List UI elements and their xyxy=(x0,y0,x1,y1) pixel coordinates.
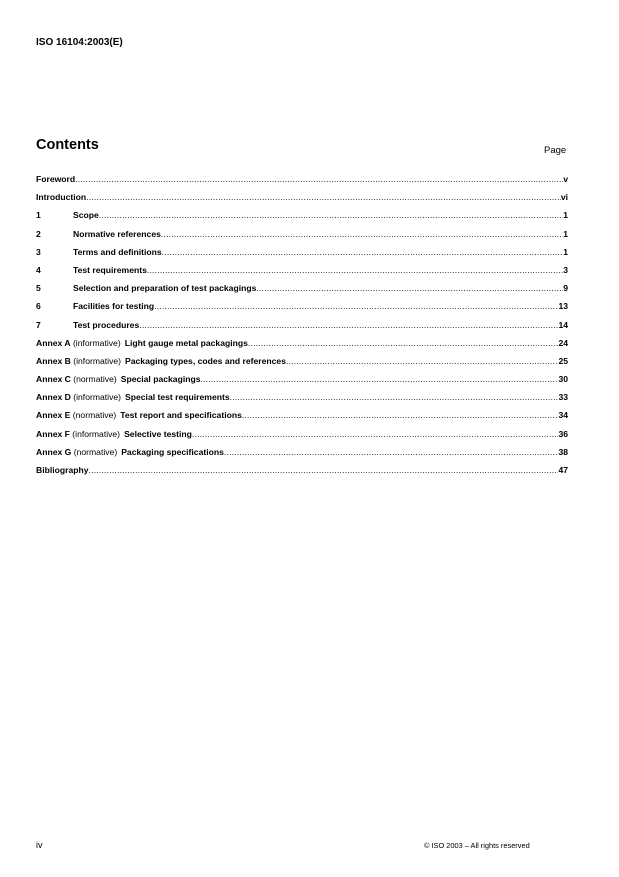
toc-annex-title: Test report and specifications xyxy=(120,410,242,421)
toc-entry-title: Test requirements xyxy=(73,264,147,275)
page-title: Contents xyxy=(36,137,99,153)
toc-entry-annex-e[interactable] xyxy=(36,410,568,428)
toc-entry-number: 2 xyxy=(36,228,41,239)
toc-annex-title: Packaging specifications xyxy=(121,446,224,457)
toc-entry-number: 3 xyxy=(36,246,41,257)
toc-entry-annex-b[interactable] xyxy=(36,356,568,374)
toc-entry-number: 7 xyxy=(36,319,41,330)
toc-entry-page: 14 xyxy=(558,319,568,330)
toc-entry-page: 30 xyxy=(558,374,568,385)
toc-annex-title: Special packagings xyxy=(120,374,201,385)
toc-entry-test-requirements[interactable] xyxy=(36,265,568,283)
toc-entry-page: 34 xyxy=(558,410,568,421)
toc-entry-title: Foreword xyxy=(36,174,76,184)
toc-entry-page: 47 xyxy=(558,465,568,475)
toc-leader-dots xyxy=(99,210,563,220)
toc-entry-page: 9 xyxy=(563,283,568,294)
toc-leader-dots xyxy=(224,447,559,457)
toc-entry-page: 3 xyxy=(563,264,568,275)
toc-leader-dots xyxy=(256,283,563,293)
toc-leader-dots xyxy=(75,174,563,184)
toc-annex-type: (normative) xyxy=(73,374,117,385)
toc-annex-label: Annex E xyxy=(36,410,71,421)
toc-annex-type: (normative) xyxy=(73,446,118,457)
toc-leader-dots xyxy=(161,229,563,239)
toc-annex-label: Annex F xyxy=(36,428,70,439)
toc-entry-annex-c[interactable] xyxy=(36,374,568,392)
toc-entry-page: 1 xyxy=(563,228,568,239)
toc-annex-label: Annex A xyxy=(36,337,71,348)
toc-entry-title: Introduction xyxy=(36,192,87,203)
toc-entry-page: 33 xyxy=(558,392,568,403)
toc-entry-title: Terms and definitions xyxy=(73,246,162,257)
toc-annex-title: Light gauge metal packagings xyxy=(124,337,248,348)
toc-annex-label: Annex C xyxy=(36,374,71,385)
document-id: ISO 16104:2003(E) xyxy=(36,37,123,48)
toc-entry-bibliography[interactable] xyxy=(36,465,568,483)
toc-entry-scope[interactable] xyxy=(36,210,568,228)
toc-annex-title: Selective testing xyxy=(124,428,192,439)
toc-entry-page: v xyxy=(563,174,568,184)
toc-entry-page: 13 xyxy=(558,301,568,312)
toc-entry-annex-d[interactable] xyxy=(36,392,568,410)
toc-leader-dots xyxy=(162,247,564,257)
toc-annex-label: Annex D xyxy=(36,392,71,403)
toc-entry-page: 38 xyxy=(558,446,568,457)
toc-entry-annex-f[interactable] xyxy=(36,429,568,447)
toc-annex-type: (informative) xyxy=(72,337,121,348)
toc-leader-dots xyxy=(286,356,558,366)
toc-entry-number: 1 xyxy=(36,210,41,221)
toc-leader-dots xyxy=(154,301,558,311)
toc-leader-dots xyxy=(200,374,558,384)
toc-annex-label: Annex B xyxy=(36,355,71,366)
toc-entry-test-procedures[interactable] xyxy=(36,320,568,338)
toc-entry-title: Normative references xyxy=(73,228,161,239)
toc-entry-foreword[interactable] xyxy=(36,174,568,192)
toc-annex-type: (informative) xyxy=(73,355,122,366)
toc-annex-title: Special test requirements xyxy=(125,392,230,403)
copyright-notice: © ISO 2003 – All rights reserved xyxy=(424,841,530,850)
toc-entry-title: Scope xyxy=(73,210,99,221)
toc-leader-dots xyxy=(89,465,559,475)
toc-entry-page: 24 xyxy=(558,337,568,348)
toc-entry-introduction[interactable] xyxy=(36,192,568,210)
toc-entry-title: Selection and preparation of test packagings xyxy=(73,283,257,294)
toc-annex-type: (informative) xyxy=(72,428,121,439)
toc-entry-page: 1 xyxy=(563,210,568,221)
toc-entry-normative-references[interactable] xyxy=(36,229,568,247)
toc-leader-dots xyxy=(192,429,559,439)
toc-leader-dots xyxy=(248,338,559,348)
toc-entry-annex-a[interactable] xyxy=(36,338,568,356)
toc-leader-dots xyxy=(230,392,559,402)
toc-entry-title: Test procedures xyxy=(73,319,140,330)
toc-entry-number: 4 xyxy=(36,264,41,275)
toc-annex-type: (informative) xyxy=(73,392,122,403)
toc-entry-terms-and-definitions[interactable] xyxy=(36,247,568,265)
toc-leader-dots xyxy=(147,265,563,275)
toc-entry-annex-g[interactable] xyxy=(36,447,568,465)
toc-annex-type: (normative) xyxy=(72,410,117,421)
toc-leader-dots xyxy=(86,192,561,202)
toc-annex-title: Packaging types, codes and references xyxy=(125,355,286,366)
toc-entry-facilities-for-testing[interactable] xyxy=(36,301,568,319)
page-number: iv xyxy=(36,840,43,850)
toc-leader-dots xyxy=(242,410,559,420)
toc-entry-title: Facilities for testing xyxy=(73,301,155,312)
page-column-label: Page xyxy=(544,145,567,156)
table-of-contents xyxy=(36,174,568,483)
toc-entry-selection-and-preparation[interactable] xyxy=(36,283,568,301)
toc-entry-page: vi xyxy=(560,192,568,203)
toc-entry-number: 6 xyxy=(36,301,41,312)
toc-entry-title: Bibliography xyxy=(36,465,89,475)
toc-entry-page: 25 xyxy=(558,355,568,366)
toc-entry-number: 5 xyxy=(36,283,41,294)
toc-entry-page: 36 xyxy=(558,428,568,439)
toc-annex-label: Annex G xyxy=(36,446,72,457)
toc-leader-dots xyxy=(139,320,558,330)
toc-entry-page: 1 xyxy=(563,246,568,257)
